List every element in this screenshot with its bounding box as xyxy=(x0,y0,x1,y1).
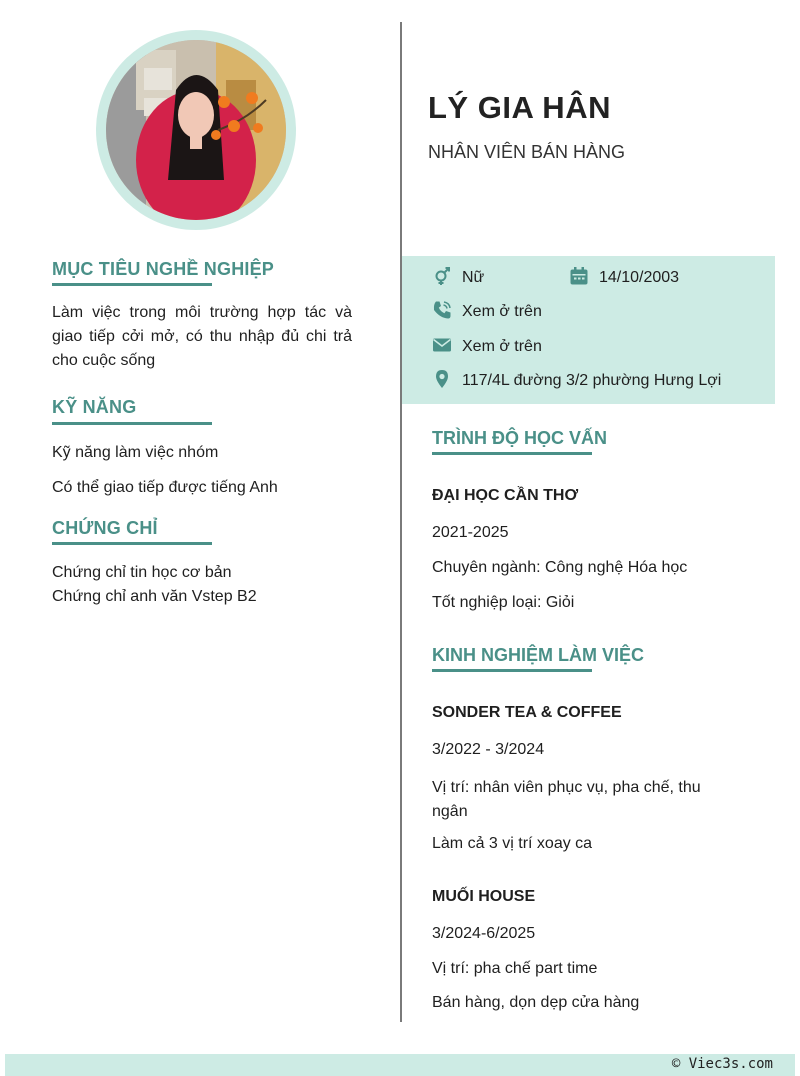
objective-underline xyxy=(52,283,212,286)
location-icon xyxy=(432,369,452,389)
job-note: Bán hàng, dọn dẹp cửa hàng xyxy=(432,994,640,1011)
education-period: 2021-2025 xyxy=(432,524,509,541)
birthday-text: 14/10/2003 xyxy=(599,269,680,286)
job-position: Vị trí: pha chế part time xyxy=(432,960,598,977)
objective-text: Làm việc trong môi trường hợp tác và giao tiếp cởi mở, có thu nhập đủ chi trả cho cuộc sống xyxy=(52,304,352,369)
skills-title: KỸ NĂNG xyxy=(52,397,137,417)
email-text: Xem ở trên xyxy=(462,338,542,355)
certificate-item: Chứng chỉ tin học cơ bản xyxy=(52,564,232,581)
job-note: Làm cả 3 vị trí xoay ca xyxy=(432,835,593,852)
objective-title: MỤC TIÊU NGHỀ NGHIỆP xyxy=(52,259,275,279)
job-position: Vị trí: nhân viên phục vụ, pha chế, thu ngân xyxy=(432,779,701,820)
gender-icon xyxy=(432,266,452,286)
phone-text: Xem ở trên xyxy=(462,303,542,320)
avatar-photo xyxy=(106,40,286,220)
calendar-icon xyxy=(569,266,589,286)
column-divider xyxy=(400,22,402,1022)
job-company: SONDER TEA & COFFEE xyxy=(432,704,622,721)
education-title: TRÌNH ĐỘ HỌC VẤN xyxy=(432,428,607,448)
experience-title: KINH NGHIỆM LÀM VIỆC xyxy=(432,645,645,665)
candidate-name: LÝ GIA HÂN xyxy=(428,90,611,125)
experience-underline xyxy=(432,669,592,672)
certificates-title: CHỨNG CHỈ xyxy=(52,518,158,538)
skill-item: Kỹ năng làm việc nhóm xyxy=(52,444,219,461)
education-major: Chuyên ngành: Công nghệ Hóa học xyxy=(432,559,688,576)
footer-watermark: © Viec3s.com xyxy=(671,1056,773,1072)
contact-box xyxy=(402,256,775,404)
gender-text: Nữ xyxy=(462,269,485,286)
skills-underline xyxy=(52,422,212,425)
address-text: 117/4L đường 3/2 phường Hưng Lợi xyxy=(462,372,722,389)
education-grade: Tốt nghiệp loại: Giỏi xyxy=(432,594,575,611)
job-period: 3/2022 - 3/2024 xyxy=(432,741,545,758)
certificate-item: Chứng chỉ anh văn Vstep B2 xyxy=(52,588,257,605)
footer-bar xyxy=(5,1054,795,1076)
education-school: ĐẠI HỌC CẦN THƠ xyxy=(432,487,579,504)
certificates-underline xyxy=(52,542,212,545)
job-company: MUỐI HOUSE xyxy=(432,888,536,905)
job-title: NHÂN VIÊN BÁN HÀNG xyxy=(428,142,626,162)
job-period: 3/2024-6/2025 xyxy=(432,925,536,942)
skill-item: Có thể giao tiếp được tiếng Anh xyxy=(52,479,278,496)
education-underline xyxy=(432,452,592,455)
phone-icon xyxy=(432,300,452,320)
avatar xyxy=(106,40,286,220)
email-icon xyxy=(432,335,452,355)
